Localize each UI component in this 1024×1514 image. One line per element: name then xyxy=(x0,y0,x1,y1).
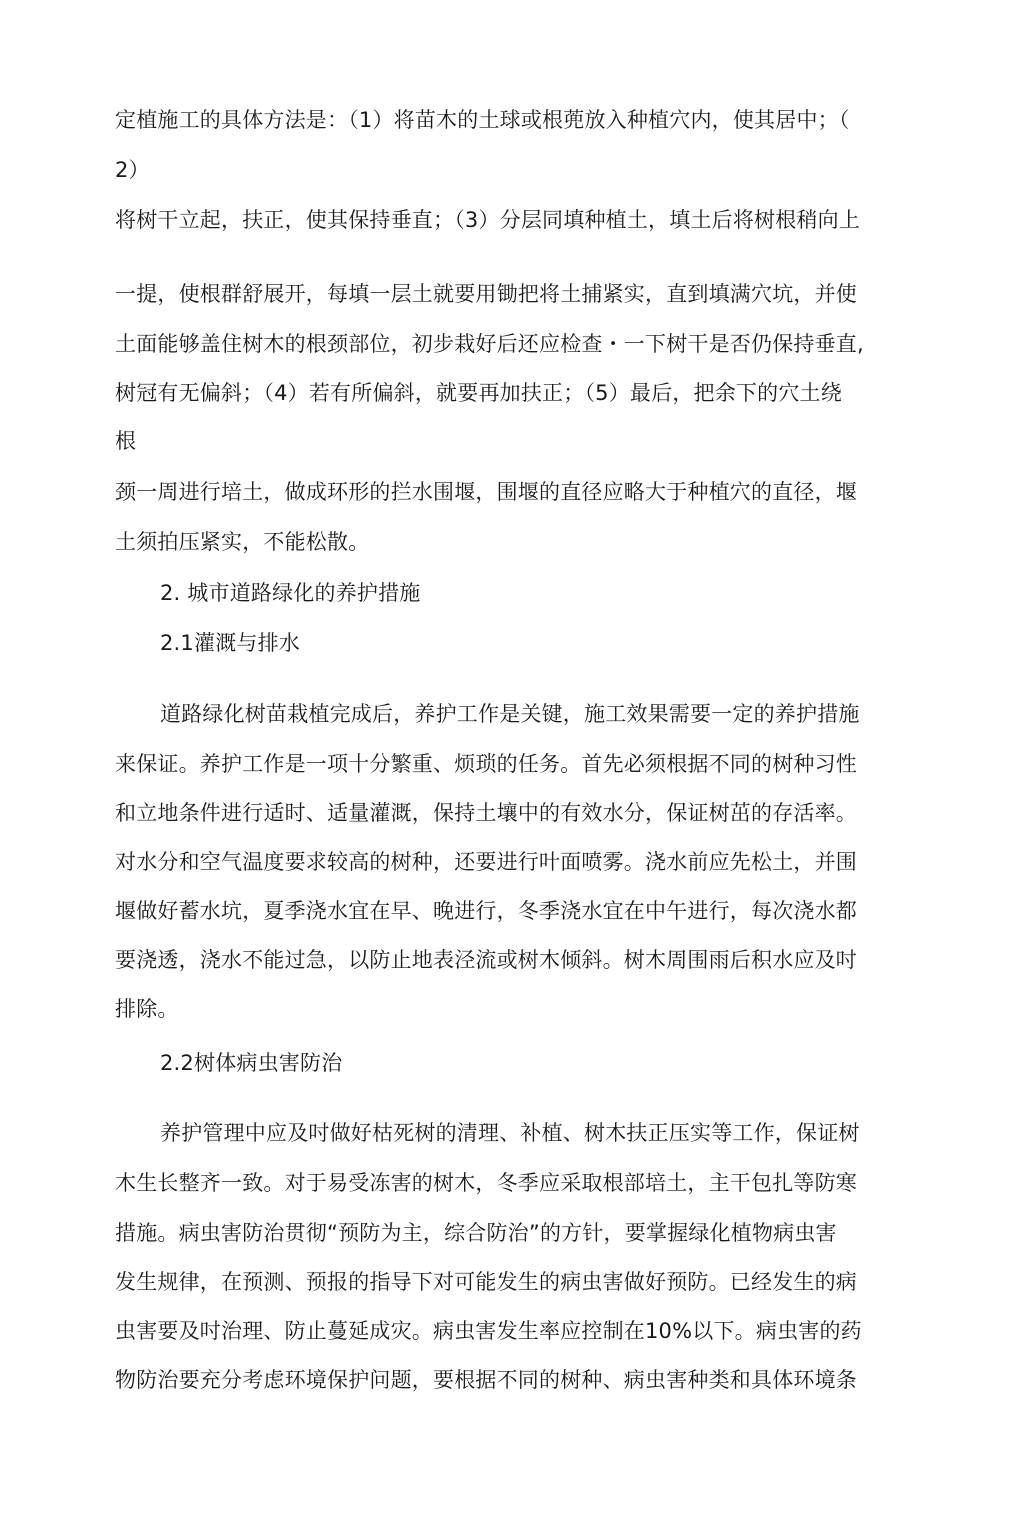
section-heading: 2. 城市道路绿化的养护措施 xyxy=(160,581,421,605)
text-line: 一提，使根群舒展开，每填一层土就要用锄把将土捕紧实，直到填满穴坑，并使 xyxy=(115,282,857,306)
text-line: 定植施工的具体方法是：（1）将苗木的土球或根蔸放入种植穴内，使其居中；（ xyxy=(115,108,850,132)
text-line: 要浇透，浇水不能过急，以防止地表泾流或树木倾斜。树木周围雨后积水应及吋 xyxy=(115,948,857,972)
text-line: 虫害要及吋治理、防止蔓延成灾。病虫害发生率应控制在10%以下。病虫害的药 xyxy=(115,1319,862,1343)
text-line: 土面能够盖住树木的根颈部位，初步栽好后还应检查・一下树干是否仍保持垂直, xyxy=(115,332,864,356)
text-line: 措施。病虫害防治贯彻“预防为主，综合防治”的方针，要掌握绿化植物病虫害 xyxy=(115,1221,837,1245)
text-line: 颈一周进行培土，做成环形的拦水围堰，围堰的直径应略大于种植穴的直径，堰 xyxy=(115,480,857,504)
text-line: 根 xyxy=(115,429,137,453)
text-line: 对水分和空气温度要求较高的树种，还要进行叶面喷雾。浇水前应先松土，并围 xyxy=(115,850,857,874)
text-line: 将树干立起，扶正，使其保持垂直；（3）分层同填种植土，填土后将树根稍向上 xyxy=(115,208,861,232)
text-line: 土须拍压紧实，不能松散。 xyxy=(115,530,370,554)
subsection-heading: 2.1灌溉与排水 xyxy=(160,631,300,655)
text-line: 树冠有无偏斜；（4）若有所偏斜，就要再加扶正；（5）最后，把余下的穴土绕 xyxy=(115,381,842,405)
text-line: 排除。 xyxy=(115,997,179,1021)
text-line: 物防治要充分考虑环境保护问题，要根据不同的树种、病虫害种类和具体环境条 xyxy=(115,1368,857,1392)
text-line: 和立地条件进行适时、适量灌溉，保持土壤中的有效水分，保证树茁的存活率。 xyxy=(115,801,857,825)
subsection-heading: 2.2树体病虫害防治 xyxy=(160,1051,343,1075)
paragraph-first-line: 养护管理中应及吋做好枯死树的清理、补植、树木扶正压实等工作，保证树 xyxy=(160,1121,860,1145)
text-line: 堰做好蓄水坑，夏季浇水宜在早、晚进行，冬季浇水宜在中午进行，每次浇水都 xyxy=(115,899,857,923)
text-line: 2） xyxy=(115,158,150,182)
text-line: 发生规律，在预测、预报的指导下对可能发生的病虫害做好预防。已经发生的病 xyxy=(115,1270,857,1294)
paragraph-first-line: 道路绿化树苗栽植完成后，养护工作是关键，施工效果需要一定的养护措施 xyxy=(160,702,860,726)
text-line: 来保证。养护工作是一项十分繁重、烦琐的任务。首先必须根据不同的树种习性 xyxy=(115,752,857,776)
text-line: 木生长整齐一致。对于易受冻害的树木，冬季应采取根部培土，主干包扎等防寒 xyxy=(115,1171,857,1195)
